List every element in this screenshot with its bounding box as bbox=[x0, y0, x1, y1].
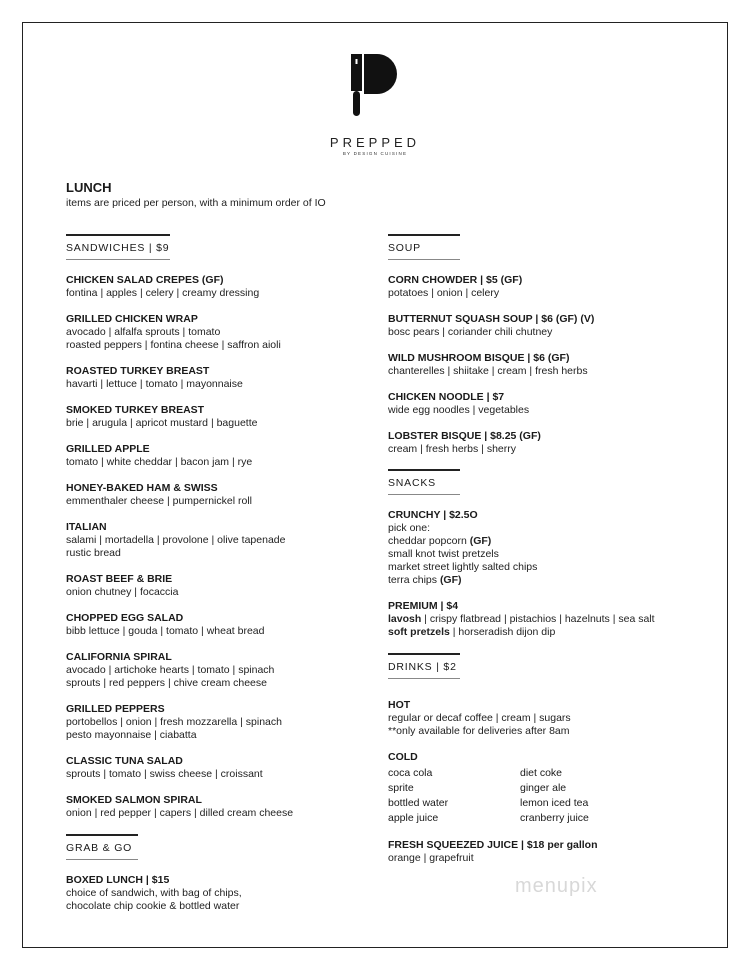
item-name: GRILLED CHICKEN WRAP bbox=[66, 313, 198, 325]
item-name: ROAST BEEF & BRIE bbox=[66, 573, 173, 585]
menu-item bbox=[66, 651, 366, 690]
item-desc: wide egg noodles | vegetables bbox=[388, 404, 530, 416]
cold-drink: apple juice bbox=[388, 812, 439, 824]
item-desc: sprouts | tomato | swiss cheese | croissant bbox=[66, 768, 263, 780]
cold-drink: cranberry juice bbox=[520, 812, 589, 824]
item-name: CLASSIC TUNA SALAD bbox=[66, 755, 183, 767]
item-desc: onion | red pepper | capers | dilled cream cheese bbox=[66, 807, 294, 819]
item-desc: orange | grapefruit bbox=[388, 852, 474, 864]
item-name: CHOPPED EGG SALAD bbox=[66, 612, 184, 624]
item-desc: sprouts | red peppers | chive cream cheese bbox=[66, 677, 267, 689]
menu-item bbox=[66, 874, 366, 913]
menu-item bbox=[66, 612, 366, 638]
menu-item bbox=[388, 274, 708, 300]
menu-item bbox=[388, 430, 708, 456]
snack-option bbox=[388, 574, 708, 587]
premium-bold: lavosh bbox=[388, 613, 422, 625]
menu-item bbox=[66, 404, 366, 430]
brand-tagline: BY DESIGN CUISINE bbox=[342, 151, 408, 156]
item-name: LOBSTER BISQUE | $8.25 (GF) bbox=[388, 430, 541, 442]
gf-tag: (GF) bbox=[469, 535, 492, 547]
item-desc: chocolate chip cookie & bottled water bbox=[66, 900, 240, 912]
item-desc: portobellos | onion | fresh mozzarella | spinach bbox=[66, 716, 282, 728]
item-desc: emmenthaler cheese | pumpernickel roll bbox=[66, 495, 252, 507]
menu-item bbox=[388, 313, 708, 339]
menu-item bbox=[388, 391, 708, 417]
menu-item bbox=[66, 794, 366, 820]
item-name: CHICKEN SALAD CREPES (GF) bbox=[66, 274, 224, 286]
drinks-hot bbox=[388, 699, 708, 738]
cold-drink: ginger ale bbox=[520, 782, 567, 794]
menu-item bbox=[66, 365, 366, 391]
sandwiches-header: SANDWICHES | $9 bbox=[66, 234, 170, 260]
item-desc: fontina | apples | celery | creamy dressing bbox=[66, 287, 260, 299]
cold-drink: lemon iced tea bbox=[520, 797, 589, 809]
item-desc: roasted peppers | fontina cheese | saffron aioli bbox=[66, 339, 281, 351]
item-name: GRILLED PEPPERS bbox=[66, 703, 165, 715]
snack-option-text: terra chips bbox=[388, 574, 440, 586]
menu-item bbox=[66, 755, 366, 781]
menu-item bbox=[66, 703, 366, 742]
item-desc: **only available for deliveries after 8am bbox=[388, 725, 570, 737]
snack-premium bbox=[388, 600, 708, 639]
grab-go-header: GRAB & GO bbox=[66, 834, 138, 860]
cold-drink: diet coke bbox=[520, 767, 563, 779]
item-name: PREMIUM | $4 bbox=[388, 600, 459, 612]
item-name: SMOKED TURKEY BREAST bbox=[66, 404, 205, 416]
drinks-juice bbox=[388, 839, 708, 865]
item-name: FRESH SQUEEZED JUICE | $18 per gallon bbox=[388, 839, 598, 851]
gf-tag: (GF) bbox=[439, 574, 462, 586]
item-desc: cream | fresh herbs | sherry bbox=[388, 443, 516, 455]
item-name: ITALIAN bbox=[66, 521, 107, 533]
item-desc: avocado | artichoke hearts | tomato | spinach bbox=[66, 664, 275, 676]
menu-item bbox=[66, 443, 366, 469]
item-desc: bibb lettuce | gouda | tomato | wheat bread bbox=[66, 625, 265, 637]
item-name: CRUNCHY | $2.5O bbox=[388, 509, 478, 521]
snack-option-text: market street lightly salted chips bbox=[388, 561, 538, 573]
menu-item bbox=[388, 352, 708, 378]
item-name: HOT bbox=[388, 699, 411, 711]
snack-option-text: small knot twist pretzels bbox=[388, 548, 499, 560]
item-name: CORN CHOWDER | $5 (GF) bbox=[388, 274, 523, 286]
item-desc: avocado | alfalfa sprouts | tomato bbox=[66, 326, 221, 338]
item-name: WILD MUSHROOM BISQUE | $6 (GF) bbox=[388, 352, 570, 364]
snack-option bbox=[388, 561, 708, 574]
item-desc: choice of sandwich, with bag of chips, bbox=[66, 887, 242, 899]
item-desc: rustic bread bbox=[66, 547, 121, 559]
item-desc: brie | arugula | apricot mustard | baguette bbox=[66, 417, 258, 429]
snack-option-text: cheddar popcorn bbox=[388, 535, 470, 547]
item-name: ROASTED TURKEY BREAST bbox=[66, 365, 210, 377]
item-desc: pick one: bbox=[388, 522, 431, 534]
cold-drink: sprite bbox=[388, 782, 414, 794]
cold-drinks-grid bbox=[388, 766, 708, 826]
item-name: GRILLED APPLE bbox=[66, 443, 150, 455]
lunch-title: LUNCH bbox=[66, 180, 112, 195]
item-desc: onion chutney | focaccia bbox=[66, 586, 179, 598]
menu-item bbox=[66, 521, 366, 560]
snack-option bbox=[388, 548, 708, 561]
lunch-subtitle: items are priced per person, with a minimum order of IO bbox=[66, 197, 326, 209]
item-desc: havarti | lettuce | tomato | mayonnaise bbox=[66, 378, 243, 390]
snack-option bbox=[388, 535, 708, 548]
item-name: CHICKEN NOODLE | $7 bbox=[388, 391, 505, 403]
snack-crunchy bbox=[388, 509, 708, 587]
soup-list bbox=[388, 274, 708, 456]
brand-name: PREPPED bbox=[329, 135, 421, 150]
cold-drink: coca cola bbox=[388, 767, 433, 779]
item-desc: pesto mayonnaise | ciabatta bbox=[66, 729, 197, 741]
cold-drink: bottled water bbox=[388, 797, 449, 809]
premium-text: | horseradish dijon dip bbox=[449, 626, 556, 638]
item-name: COLD bbox=[388, 751, 418, 763]
prepped-logo-icon bbox=[349, 52, 399, 118]
premium-text: | crispy flatbread | pistachios | hazelnuts | sea salt bbox=[421, 613, 655, 625]
premium-bold: soft pretzels bbox=[388, 626, 450, 638]
item-desc: bosc pears | coriander chili chutney bbox=[388, 326, 553, 338]
left-column bbox=[66, 234, 366, 926]
item-desc: tomato | white cheddar | bacon jam | rye bbox=[66, 456, 253, 468]
item-name: HONEY-BAKED HAM & SWISS bbox=[66, 482, 218, 494]
menu-item bbox=[66, 313, 366, 352]
premium-line bbox=[388, 613, 708, 626]
grab-go-list bbox=[66, 874, 366, 913]
drinks-cold bbox=[388, 751, 708, 826]
drinks-header: DRINKS | $2 bbox=[388, 653, 460, 679]
item-desc: regular or decaf coffee | cream | sugars bbox=[388, 712, 571, 724]
sandwich-list bbox=[66, 274, 366, 820]
menu-item bbox=[66, 274, 366, 300]
item-desc: salami | mortadella | provolone | olive tapenade bbox=[66, 534, 286, 546]
item-name: BUTTERNUT SQUASH SOUP | $6 (GF) (V) bbox=[388, 313, 595, 325]
premium-line bbox=[388, 626, 708, 639]
snacks-header: SNACKS bbox=[388, 469, 460, 495]
right-column bbox=[388, 234, 708, 878]
item-name: SMOKED SALMON SPIRAL bbox=[66, 794, 202, 806]
item-desc: potatoes | onion | celery bbox=[388, 287, 500, 299]
item-desc: chanterelles | shiitake | cream | fresh herbs bbox=[388, 365, 588, 377]
menu-item bbox=[66, 573, 366, 599]
watermark-text: menupix bbox=[515, 875, 598, 897]
item-name: BOXED LUNCH | $15 bbox=[66, 874, 170, 886]
soup-header: SOUP bbox=[388, 234, 460, 260]
menu-item bbox=[66, 482, 366, 508]
premium-lines bbox=[388, 613, 708, 639]
crunchy-options bbox=[388, 535, 708, 587]
item-name: CALIFORNIA SPIRAL bbox=[66, 651, 172, 663]
